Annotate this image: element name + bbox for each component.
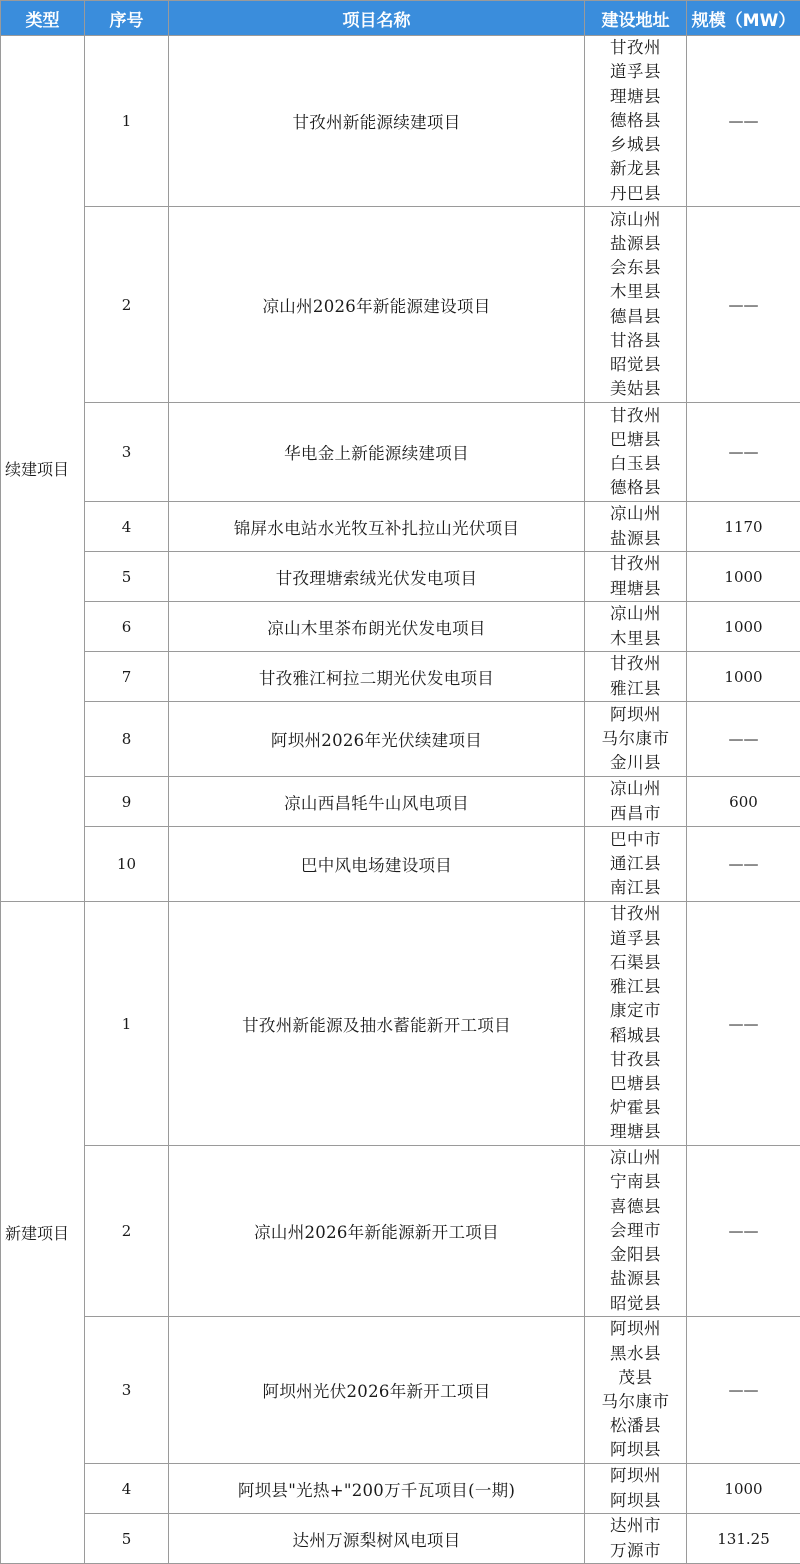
capacity-cell: 131.25	[687, 1514, 800, 1564]
table-row	[1, 602, 800, 652]
capacity-cell: ——	[687, 902, 800, 1146]
location-line: 炉霍县	[585, 1096, 686, 1120]
location-line: 通江县	[585, 852, 686, 876]
location-cell	[585, 1317, 687, 1464]
project-name-cell: 甘孜州新能源续建项目	[169, 36, 585, 207]
table-row	[1, 36, 800, 207]
table-row	[1, 652, 800, 702]
capacity-cell: ——	[687, 36, 800, 207]
capacity-cell: 1000	[687, 652, 800, 702]
table-row	[1, 1464, 800, 1514]
project-name-cell: 华电金上新能源续建项目	[169, 403, 585, 502]
table-row	[1, 777, 800, 827]
location-line: 金阳县	[585, 1243, 686, 1267]
project-name-cell: 甘孜理塘索绒光伏发电项目	[169, 552, 585, 602]
capacity-cell: ——	[687, 403, 800, 502]
project-name-cell: 凉山西昌牦牛山风电项目	[169, 777, 585, 827]
location-line: 乡城县	[585, 133, 686, 157]
table-row	[1, 403, 800, 502]
location-line: 阿坝州	[585, 703, 686, 727]
location-line: 新龙县	[585, 157, 686, 181]
location-cell	[585, 552, 687, 602]
location-line: 会理市	[585, 1219, 686, 1243]
location-line: 德格县	[585, 476, 686, 500]
seq-cell: 10	[85, 827, 169, 902]
location-line: 甘孜县	[585, 1048, 686, 1072]
location-line: 巴塘县	[585, 1072, 686, 1096]
location-line: 甘孜州	[585, 902, 686, 926]
capacity-cell: 1000	[687, 1464, 800, 1514]
project-name-cell: 阿坝县"光热+"200万千瓦项目(一期)	[169, 1464, 585, 1514]
location-line: 凉山州	[585, 602, 686, 626]
table-row	[1, 552, 800, 602]
location-line: 盐源县	[585, 1267, 686, 1291]
capacity-cell: ——	[687, 827, 800, 902]
seq-cell: 3	[85, 1317, 169, 1464]
capacity-cell: ——	[687, 1146, 800, 1317]
location-cell	[585, 652, 687, 702]
project-name-cell: 阿坝州光伏2026年新开工项目	[169, 1317, 585, 1464]
project-name-cell: 凉山州2026年新能源建设项目	[169, 207, 585, 403]
header-row	[1, 1, 800, 36]
location-cell	[585, 403, 687, 502]
location-line: 道孚县	[585, 60, 686, 84]
location-line: 西昌市	[585, 802, 686, 826]
location-line: 马尔康市	[585, 727, 686, 751]
location-line: 巴中市	[585, 828, 686, 852]
location-line: 雅江县	[585, 677, 686, 701]
location-line: 松潘县	[585, 1414, 686, 1438]
location-cell	[585, 1464, 687, 1514]
location-line: 阿坝县	[585, 1438, 686, 1462]
header-name: 项目名称	[169, 1, 585, 36]
location-line: 凉山州	[585, 1146, 686, 1170]
header-seq: 序号	[85, 1, 169, 36]
location-cell	[585, 777, 687, 827]
location-cell	[585, 902, 687, 1146]
seq-cell: 5	[85, 1514, 169, 1564]
location-line: 金川县	[585, 751, 686, 775]
capacity-cell: ——	[687, 1317, 800, 1464]
location-cell	[585, 702, 687, 777]
location-line: 宁南县	[585, 1170, 686, 1194]
project-name-cell: 达州万源梨树风电项目	[169, 1514, 585, 1564]
seq-cell: 5	[85, 552, 169, 602]
location-cell	[585, 1514, 687, 1564]
location-line: 茂县	[585, 1366, 686, 1390]
location-line: 木里县	[585, 627, 686, 651]
location-cell	[585, 1146, 687, 1317]
location-line: 阿坝县	[585, 1489, 686, 1513]
location-line: 理塘县	[585, 1120, 686, 1144]
location-line: 理塘县	[585, 577, 686, 601]
location-cell	[585, 502, 687, 552]
seq-cell: 1	[85, 36, 169, 207]
table-row	[1, 702, 800, 777]
seq-cell: 4	[85, 1464, 169, 1514]
location-line: 喜德县	[585, 1195, 686, 1219]
location-line: 凉山州	[585, 777, 686, 801]
location-line: 德昌县	[585, 305, 686, 329]
location-line: 甘洛县	[585, 329, 686, 353]
location-line: 雅江县	[585, 975, 686, 999]
seq-cell: 9	[85, 777, 169, 827]
location-line: 美姑县	[585, 377, 686, 401]
location-line: 凉山州	[585, 208, 686, 232]
project-name-cell: 锦屏水电站水光牧互补扎拉山光伏项目	[169, 502, 585, 552]
project-name-cell: 凉山木里茶布朗光伏发电项目	[169, 602, 585, 652]
location-line: 木里县	[585, 280, 686, 304]
location-line: 达州市	[585, 1514, 686, 1538]
location-line: 阿坝州	[585, 1464, 686, 1488]
location-cell	[585, 602, 687, 652]
location-line: 会东县	[585, 256, 686, 280]
location-line: 巴塘县	[585, 428, 686, 452]
table-body	[1, 36, 800, 1564]
location-line: 黑水县	[585, 1342, 686, 1366]
location-line: 万源市	[585, 1539, 686, 1563]
location-line: 理塘县	[585, 85, 686, 109]
project-name-cell: 甘孜州新能源及抽水蓄能新开工项目	[169, 902, 585, 1146]
seq-cell: 3	[85, 403, 169, 502]
seq-cell: 4	[85, 502, 169, 552]
seq-cell: 8	[85, 702, 169, 777]
table-row	[1, 502, 800, 552]
capacity-cell: ——	[687, 207, 800, 403]
capacity-cell: 1000	[687, 552, 800, 602]
seq-cell: 2	[85, 207, 169, 403]
seq-cell: 2	[85, 1146, 169, 1317]
table-row	[1, 1317, 800, 1464]
category-cell: 新建项目	[1, 902, 85, 1564]
header-location: 建设地址	[585, 1, 687, 36]
location-line: 南江县	[585, 876, 686, 900]
location-line: 道孚县	[585, 927, 686, 951]
seq-cell: 7	[85, 652, 169, 702]
location-line: 盐源县	[585, 527, 686, 551]
seq-cell: 6	[85, 602, 169, 652]
table-row	[1, 827, 800, 902]
header-type: 类型	[1, 1, 85, 36]
location-cell	[585, 827, 687, 902]
location-line: 阿坝州	[585, 1317, 686, 1341]
seq-cell: 1	[85, 902, 169, 1146]
table-row	[1, 1514, 800, 1564]
table-row	[1, 1146, 800, 1317]
location-line: 甘孜州	[585, 652, 686, 676]
location-line: 康定市	[585, 999, 686, 1023]
location-line: 甘孜州	[585, 552, 686, 576]
location-line: 盐源县	[585, 232, 686, 256]
capacity-cell: 600	[687, 777, 800, 827]
table-row	[1, 902, 800, 1146]
location-line: 丹巴县	[585, 182, 686, 206]
capacity-cell: 1170	[687, 502, 800, 552]
location-line: 石渠县	[585, 951, 686, 975]
location-line: 昭觉县	[585, 1292, 686, 1316]
project-name-cell: 阿坝州2026年光伏续建项目	[169, 702, 585, 777]
location-line: 甘孜州	[585, 36, 686, 60]
project-name-cell: 甘孜雅江柯拉二期光伏发电项目	[169, 652, 585, 702]
location-line: 德格县	[585, 109, 686, 133]
capacity-cell: 1000	[687, 602, 800, 652]
location-line: 凉山州	[585, 502, 686, 526]
category-cell: 续建项目	[1, 36, 85, 902]
location-line: 稻城县	[585, 1024, 686, 1048]
header-capacity: 规模（MW）	[687, 1, 800, 36]
location-line: 马尔康市	[585, 1390, 686, 1414]
location-line: 白玉县	[585, 452, 686, 476]
capacity-cell: ——	[687, 702, 800, 777]
location-cell	[585, 207, 687, 403]
location-line: 甘孜州	[585, 404, 686, 428]
location-cell	[585, 36, 687, 207]
project-name-cell: 凉山州2026年新能源新开工项目	[169, 1146, 585, 1317]
project-name-cell: 巴中风电场建设项目	[169, 827, 585, 902]
location-line: 昭觉县	[585, 353, 686, 377]
table-row	[1, 207, 800, 403]
